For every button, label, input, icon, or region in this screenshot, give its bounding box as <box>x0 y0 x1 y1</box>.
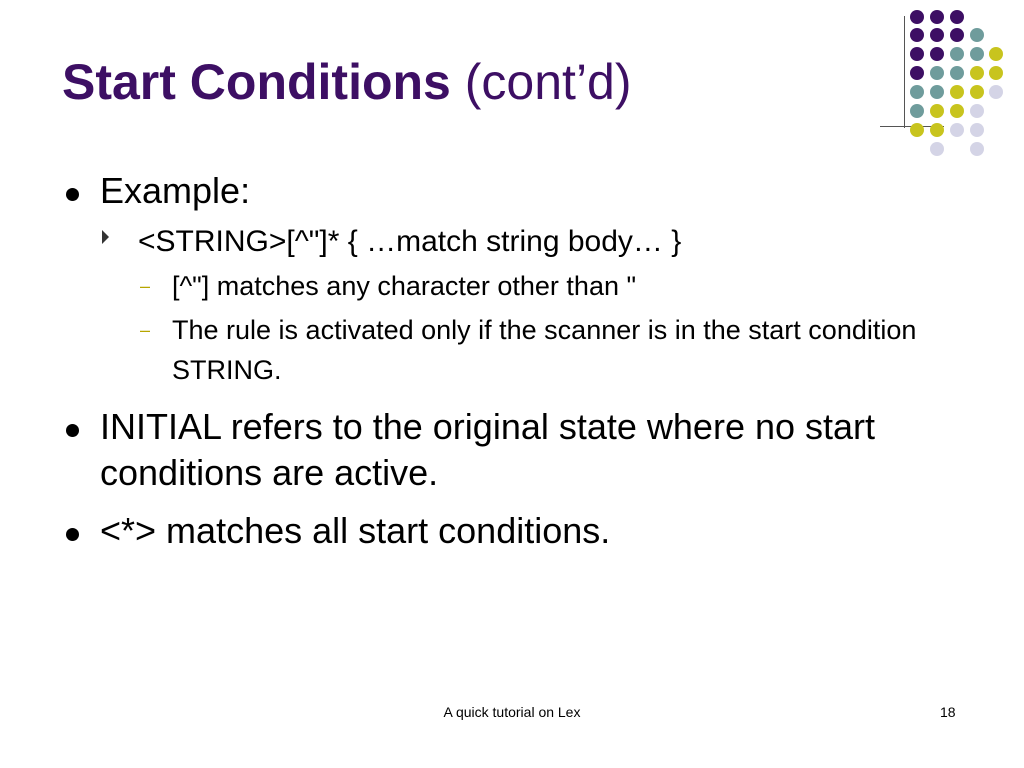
dash-bullet-icon: – <box>140 320 151 340</box>
decor-dot <box>930 104 944 118</box>
bullet-dot-icon <box>66 424 79 437</box>
decor-dot <box>950 47 964 61</box>
decor-dot <box>910 66 924 80</box>
decor-dot <box>950 66 964 80</box>
decor-dot <box>910 10 924 24</box>
decor-dot <box>950 10 964 24</box>
subsubbullet-text: [^"] matches any character other than " <box>172 271 637 301</box>
decor-dot <box>950 85 964 99</box>
decor-dot <box>930 28 944 42</box>
footer-title: A quick tutorial on Lex <box>443 704 581 720</box>
decor-dot <box>950 123 964 137</box>
bullet-dot-icon <box>66 528 79 541</box>
decor-dot <box>930 142 944 156</box>
decor-dot <box>910 123 924 137</box>
decor-vertical-line <box>904 16 905 128</box>
subbullet-text: <STRING>[^"]* { …match string body… } <box>138 225 682 258</box>
slide-title <box>62 52 632 112</box>
decor-dot <box>989 85 1003 99</box>
bullet-example <box>60 168 980 214</box>
bullet-initial <box>60 404 980 496</box>
decor-dot <box>950 104 964 118</box>
bullet-text: Example: <box>100 170 251 211</box>
decor-dot <box>910 28 924 42</box>
decor-dot <box>930 10 944 24</box>
decor-dot <box>970 123 984 137</box>
bullet-star <box>60 508 980 554</box>
decor-dot <box>989 47 1003 61</box>
decor-dot <box>970 66 984 80</box>
title-main: Start Conditions <box>62 54 451 110</box>
decor-dot <box>970 104 984 118</box>
decor-dot <box>910 47 924 61</box>
dash-bullet-icon: – <box>140 276 151 296</box>
decor-dot <box>950 28 964 42</box>
subsubbullet-text: The rule is activated only if the scanner is in the start condition STRING. <box>172 315 917 385</box>
triangle-bullet-icon <box>102 230 109 244</box>
decor-dot <box>930 66 944 80</box>
slide-body <box>60 168 980 554</box>
bullet-text: <*> matches all start conditions. <box>100 510 611 551</box>
decor-dot <box>910 104 924 118</box>
decor-dot <box>989 66 1003 80</box>
page-number: 18 <box>940 704 956 720</box>
decor-dot <box>970 85 984 99</box>
decor-dot <box>970 28 984 42</box>
bullet-dot-icon <box>66 188 79 201</box>
bullet-text: INITIAL refers to the original state where no start conditions are active. <box>100 406 876 493</box>
decor-dot <box>970 142 984 156</box>
decor-dot <box>910 85 924 99</box>
subsubbullet-any-char <box>60 266 932 306</box>
decor-dot <box>930 85 944 99</box>
decor-dot <box>930 123 944 137</box>
subsubbullet-activated <box>60 310 932 390</box>
subbullet-rule <box>60 222 980 262</box>
decor-dot <box>970 47 984 61</box>
title-suffix: (cont’d) <box>464 54 632 110</box>
decor-dot <box>930 47 944 61</box>
